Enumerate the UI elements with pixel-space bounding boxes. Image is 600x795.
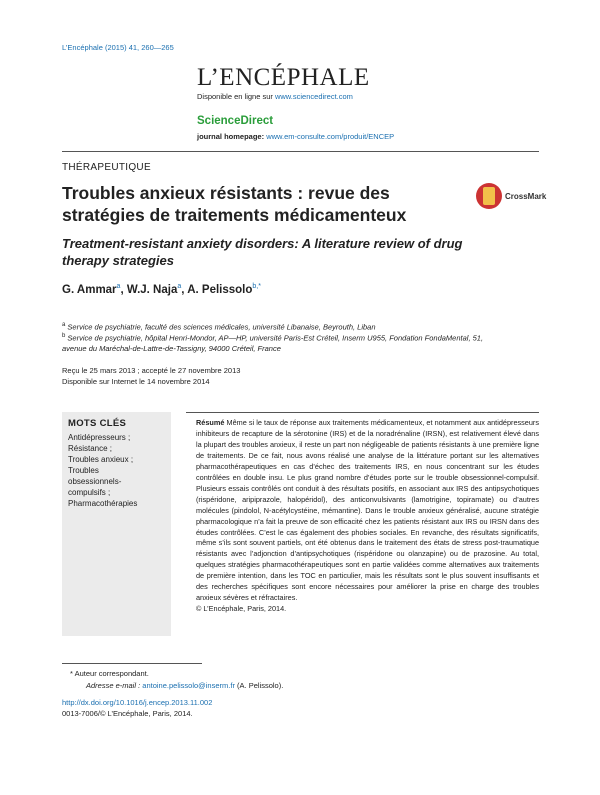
affiliation-text: Service de psychiatrie, faculté des sciences médicales, université Libanaise, Beyrouth, Liban [65,322,376,332]
crossmark-label: CrossMark [505,192,547,201]
abstract-label: Résumé [196,418,225,427]
affiliation-sup: b [62,333,66,339]
abstract [196,418,539,615]
section-label: THÉRAPEUTIQUE [62,162,151,173]
abstract-copyright: © L’Encéphale, Paris, 2014. [196,604,287,614]
journal-title: L’ENCÉPHALE [197,64,370,91]
abstract-text: Même si le taux de réponse aux traitements médicamenteux, et notamment aux antidépresseurs inhibiteurs de recapture de la sérotonine (IRS) et de la noradrénaline (IRSN), est relativement élevé dans la plupart des troubles anxieux, il reste un part non négligeable de patients résistants à une première ligne de traitements. De ce fait, nous avons réalisé une analyse de la littérature portant sur les alternatives pharmacothérapeutiques en cas d’échec des traitements IRS, en nous concentrant sur les études contrôlées en double insu. Le plus grand nombre d’études porte sur le trouble obsessionnel-compulsif. Plusieurs essais contrôlés ont conduit à des résultats positifs, en associant aux IRS des antipsychotiques (rispéridone, aripiprazole, halopéridol), des anticonvulsivants (lamotrigine, topiramate) ou d’autres molécules (pindolol, N-acétylcystéine, mémantine). Dans le trouble anxieux généralisé, aucune stratégie pharmacologique n’a fait la preuve de son efficacité chez les patients résistant aux IRS ou IRSN dans des études contrôlées. C’est le cas également des phobies sociales. En revanche, des résultats significatifs, même s’ils sont souvent partiels, ont été obtenus dans le traitement des états de stress post-traumatique résistants avec l’adjonction d’antipsychotiques (rispéridone ou olanzapine) ou de prazosine. Au total, quelques stratégies pharmacothérapeutiques sont en partie validées comme alternatives aux traitements de première intention, dans les TOC en particulier, mais les résultats sont le plus souvent insuffisants et des recherches spécifiques sont encore nécessaires pour améliorer la prise en charge des troubles anxieux sévères et réfractaires. [196,418,539,603]
issn-line: 0013-7006/© L’Encéphale, Paris, 2014. [62,709,193,718]
keyword-item: Résistance ; [68,444,113,453]
article-subtitle: Treatment-resistant anxiety disorders: A literature review of drug therapy strategies [62,236,463,268]
keyword-item: compulsifs ; [68,488,111,497]
author-name: A. Pelissolo [187,283,253,296]
online-date: Disponible sur Internet le 14 novembre 2014 [62,376,210,386]
author-list: G. Ammar$^a$, W.J. Naja$^a$, A. Pelissolo$^{b,*}$ [62,283,261,296]
keywords-box [62,412,171,636]
affiliation [62,331,492,355]
article-dates [62,366,240,387]
availability-prefix: Disponible en ligne sur [197,92,275,101]
homepage-link[interactable]: www.em-consulte.com/produit/ENCEP [266,132,395,141]
email-note [62,680,283,691]
keyword-item: Pharmacothérapies [68,499,138,508]
affiliation-text: Service de psychiatrie, hôpital Henri-Mondor, AP—HP, université Paris-Est Créteil, Inserm U955, Fondation FondaMental, 51, avenue du Maréchal-de-Lattre-de-Tassigny, 94000 Créteil, France [62,333,484,353]
abstract-divider [186,412,539,413]
journal-homepage [197,132,394,141]
keyword-item: obsessionnels- [68,477,122,486]
sciencedirect-logo: ScienceDirect [197,115,274,127]
availability-line [197,92,353,101]
doi-link[interactable]: http://dx.doi.org/10.1016/j.encep.2013.11.002 [62,698,213,707]
author-affil-sup[interactable]: a [116,283,121,290]
article-title: Troubles anxieux résistants : revue des stratégies de traitements médicamenteux [62,183,407,225]
author-affil-sup[interactable]: b,* [252,283,261,290]
header-divider [62,151,539,152]
footnote-divider [62,663,202,664]
author-affil-sup[interactable]: a [177,283,182,290]
keyword-item: Troubles [68,466,99,475]
keyword-item: Troubles anxieux ; [68,455,134,464]
corresponding-author-note: * Auteur correspondant. [70,669,149,678]
crossmark-icon [476,183,502,209]
received-date: Reçu le 25 mars 2013 ; accepté le 27 novembre 2013 [62,366,241,375]
keywords-heading: MOTS CLÉS [68,418,127,429]
sciencedirect-link[interactable]: www.sciencedirect.com [274,92,353,101]
author-name: G. Ammar [62,283,117,296]
homepage-prefix: journal homepage: [197,132,267,141]
author-name: W.J. Naja [126,283,178,296]
crossmark-badge[interactable] [476,183,547,209]
email-link[interactable]: antoine.pelissolo@inserm.fr [142,681,235,690]
keyword-item: Antidépresseurs ; [68,433,131,442]
email-label: Adresse e-mail : [86,681,143,690]
affiliation-sup: a [62,322,66,328]
email-suffix: (A. Pelissolo). [234,681,284,690]
citation: L’Encéphale (2015) 41, 260—265 [62,43,174,52]
